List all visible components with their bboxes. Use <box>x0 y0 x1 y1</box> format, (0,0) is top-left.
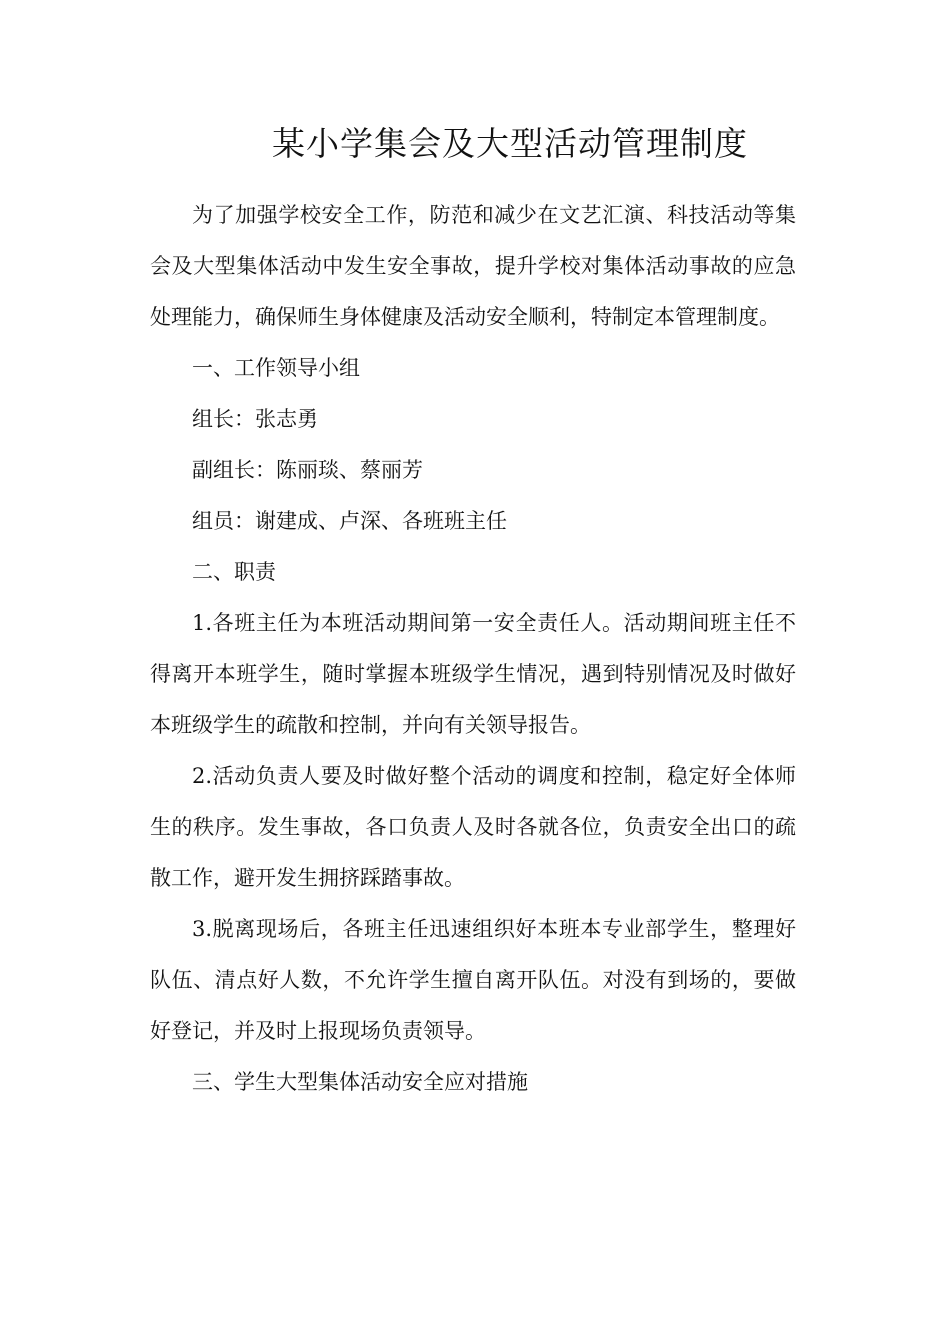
section-heading-safety-measures: 三、学生大型集体活动安全应对措施 <box>192 1070 528 1094</box>
document-title: 某小学集会及大型活动管理制度 <box>272 124 748 163</box>
deputy-leader-line: 副组长：陈丽琰、蔡丽芳 <box>192 458 423 482</box>
group-members-line: 组员：谢建成、卢深、各班班主任 <box>192 509 507 533</box>
intro-paragraph: 为了加强学校安全工作，防范和减少在文艺汇演、科技活动等集会及大型集体活动中发生安全事故，提升学校对集体活动事故的应急处理能力，确保师生身体健康及活动安全顺利，特制定本管理制度。 <box>150 203 796 329</box>
duty-item-1: 1.各班主任为本班活动期间第一安全责任人。活动期间班主任不得离开本班学生，随时掌握本班级学生情况，遇到特别情况及时做好本班级学生的疏散和控制，并向有关领导报告。 <box>150 611 796 737</box>
group-leader-line: 组长：张志勇 <box>192 407 318 431</box>
document-body <box>150 190 796 1108</box>
section-heading-leadership-group: 一、工作领导小组 <box>192 356 360 380</box>
duty-item-3: 3.脱离现场后，各班主任迅速组织好本班本专业部学生，整理好队伍、清点好人数，不允许学生擅自离开队伍。对没有到场的，要做好登记，并及时上报现场负责领导。 <box>150 917 796 1043</box>
duty-item-2: 2.活动负责人要及时做好整个活动的调度和控制，稳定好全体师生的秩序。发生事故，各口负责人及时各就各位，负责安全出口的疏散工作，避开发生拥挤踩踏事故。 <box>150 764 796 890</box>
section-heading-duties: 二、职责 <box>192 560 276 584</box>
